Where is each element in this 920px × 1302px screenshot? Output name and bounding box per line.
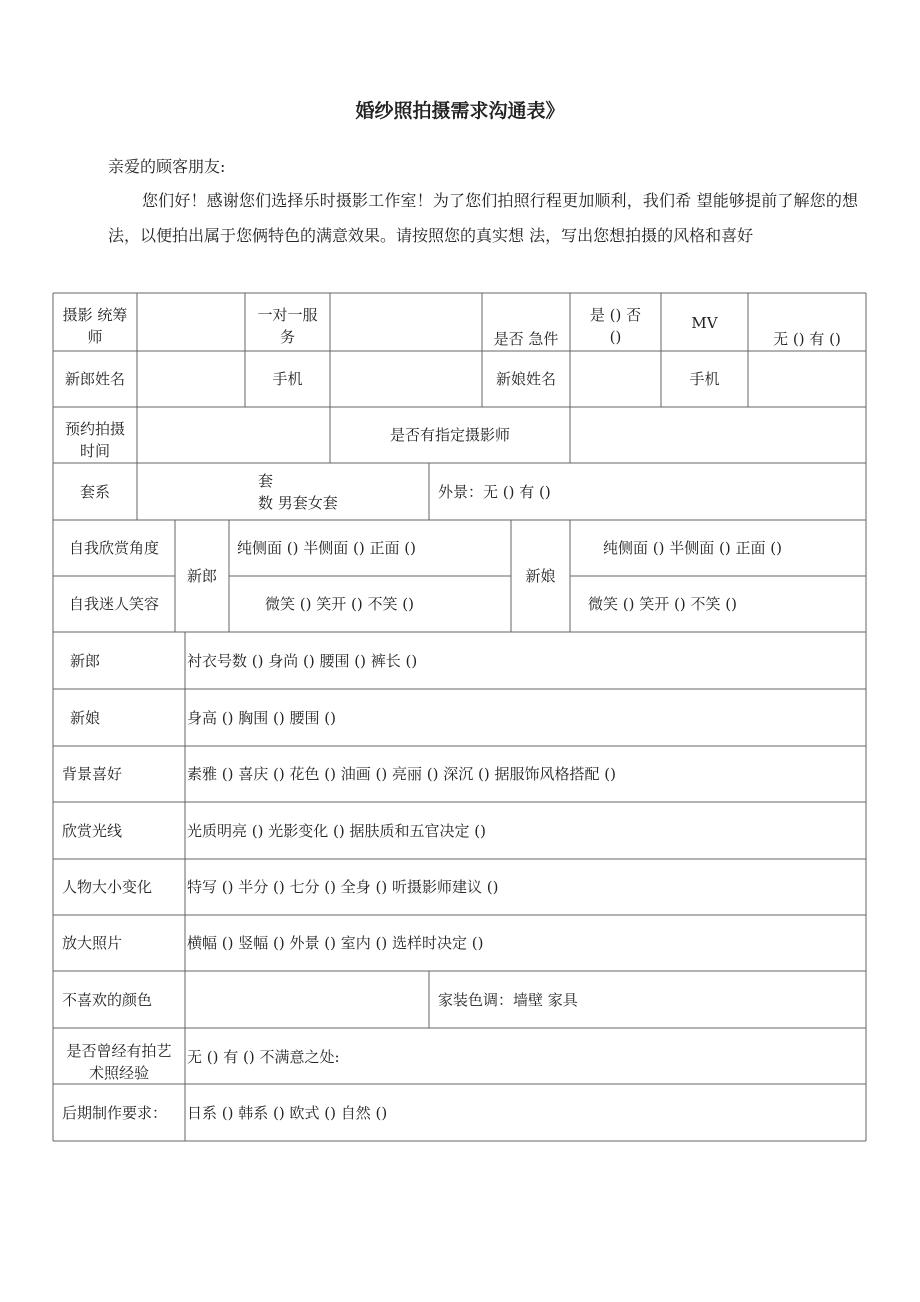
background-pref-label: 背景喜好 [62, 765, 123, 783]
bride-size-options[interactable]: 身高 () 胸围 () 腰围 () [187, 709, 336, 727]
groom-section-label: 新郎 [186, 567, 217, 585]
package-label: 套系 [79, 483, 110, 501]
groom-size-options[interactable]: 衬衣号数 () 身尚 () 腰围 () 裤长 () [187, 652, 418, 670]
background-pref-options[interactable]: 素雅 () 喜庆 () 花色 () 油画 () 亮丽 () 深沉 () 据服饰风格搭配 () [187, 765, 616, 783]
yesno-line2: () [609, 328, 622, 346]
one-on-one-label [245, 304, 330, 348]
bride-name-label: 新娘姓名 [495, 370, 556, 388]
groom-angle-options[interactable]: 纯侧面 () 半侧面 () 正面 () [237, 539, 416, 557]
prior-art-photo-options[interactable]: 无 () 有 () 不满意之处: [187, 1048, 340, 1066]
coordinator-label-line2: 师 [87, 328, 103, 346]
designated-photographer-label: 是否有指定摄影师 [389, 426, 510, 444]
enlarge-photo-options[interactable]: 横幅 () 竖幅 () 外景 () 室内 () 选样时决定 () [187, 934, 484, 952]
bride-angle-options[interactable]: 纯侧面 () 半侧面 () 正面 () [603, 539, 782, 557]
bride-phone-label: 手机 [689, 370, 720, 388]
one-on-one-line2: 务 [279, 328, 295, 346]
groom-smile-options[interactable]: 微笑 () 笑开 () 不笑 () [265, 595, 414, 613]
one-on-one-line1: 一对一服 [257, 306, 318, 324]
mv-options[interactable]: 无 () 有 () [773, 330, 841, 348]
figure-size-label: 人物大小变化 [62, 878, 153, 896]
groom-name-label: 新郎姓名 [64, 370, 125, 388]
sets-count-line2: 数 男套女套 [258, 494, 338, 512]
post-production-options[interactable]: 日系 () 韩系 () 欧式 () 自然 () [187, 1104, 388, 1122]
post-production-label: 后期制作要求： [62, 1104, 168, 1122]
enlarge-photo-label: 放大照片 [62, 934, 123, 952]
prior-art-photo-label [53, 1040, 185, 1084]
sets-count-line1: 套 [258, 472, 274, 490]
bride-section-label: 新娘 [525, 567, 556, 585]
self-smile-label: 自我迷人笑容 [68, 595, 159, 613]
groom-size-label: 新郎 [70, 652, 101, 670]
booking-time-label [53, 418, 137, 462]
mv-label: MV [691, 314, 718, 332]
lighting-options[interactable]: 光质明亮 () 光影变化 () 据肤质和五官决定 () [187, 822, 486, 840]
home-color-field[interactable]: 家装色调：墙壁 家具 [438, 991, 578, 1009]
self-angle-label: 自我欣赏角度 [68, 539, 159, 557]
urgent-label: 是否 急件 [493, 330, 559, 348]
prior-art-photo-line1: 是否曾经有拍艺 [66, 1042, 172, 1060]
booking-time-line2: 时间 [79, 442, 110, 460]
lighting-label: 欣赏光线 [62, 822, 123, 840]
outdoor-options[interactable]: 外景：无 () 有 () [438, 483, 551, 501]
bride-smile-options[interactable]: 微笑 () 笑开 () 不笑 () [588, 595, 737, 613]
bride-size-label: 新娘 [70, 709, 101, 727]
yesno-line1: 是 () 否 [589, 306, 642, 324]
booking-time-line1: 预约拍摄 [64, 420, 125, 438]
document-title: 婚纱照拍摄需求沟通表》 [355, 100, 565, 122]
disliked-color-label: 不喜欢的颜色 [62, 991, 153, 1009]
intro-paragraph: 您们好！感谢您们选择乐时摄影工作室！为了您们拍照行程更加顺利，我们希 望能够提前了解您的想法，以便拍出属于您俩特色的满意效果。请按照您的真实想 法，写出您想拍摄的风格和喜好 [108, 191, 858, 245]
urgent-yesno-options[interactable] [570, 304, 661, 348]
groom-phone-label: 手机 [272, 370, 303, 388]
coordinator-label-line1: 摄影 统筹 [62, 306, 128, 324]
sets-count-label [258, 470, 338, 514]
greeting: 亲爱的顾客朋友: [108, 157, 226, 176]
figure-size-options[interactable]: 特写 () 半分 () 七分 () 全身 () 听摄影师建议 () [187, 878, 499, 896]
coordinator-label [53, 304, 137, 348]
prior-art-photo-line2: 术照经验 [88, 1064, 149, 1082]
